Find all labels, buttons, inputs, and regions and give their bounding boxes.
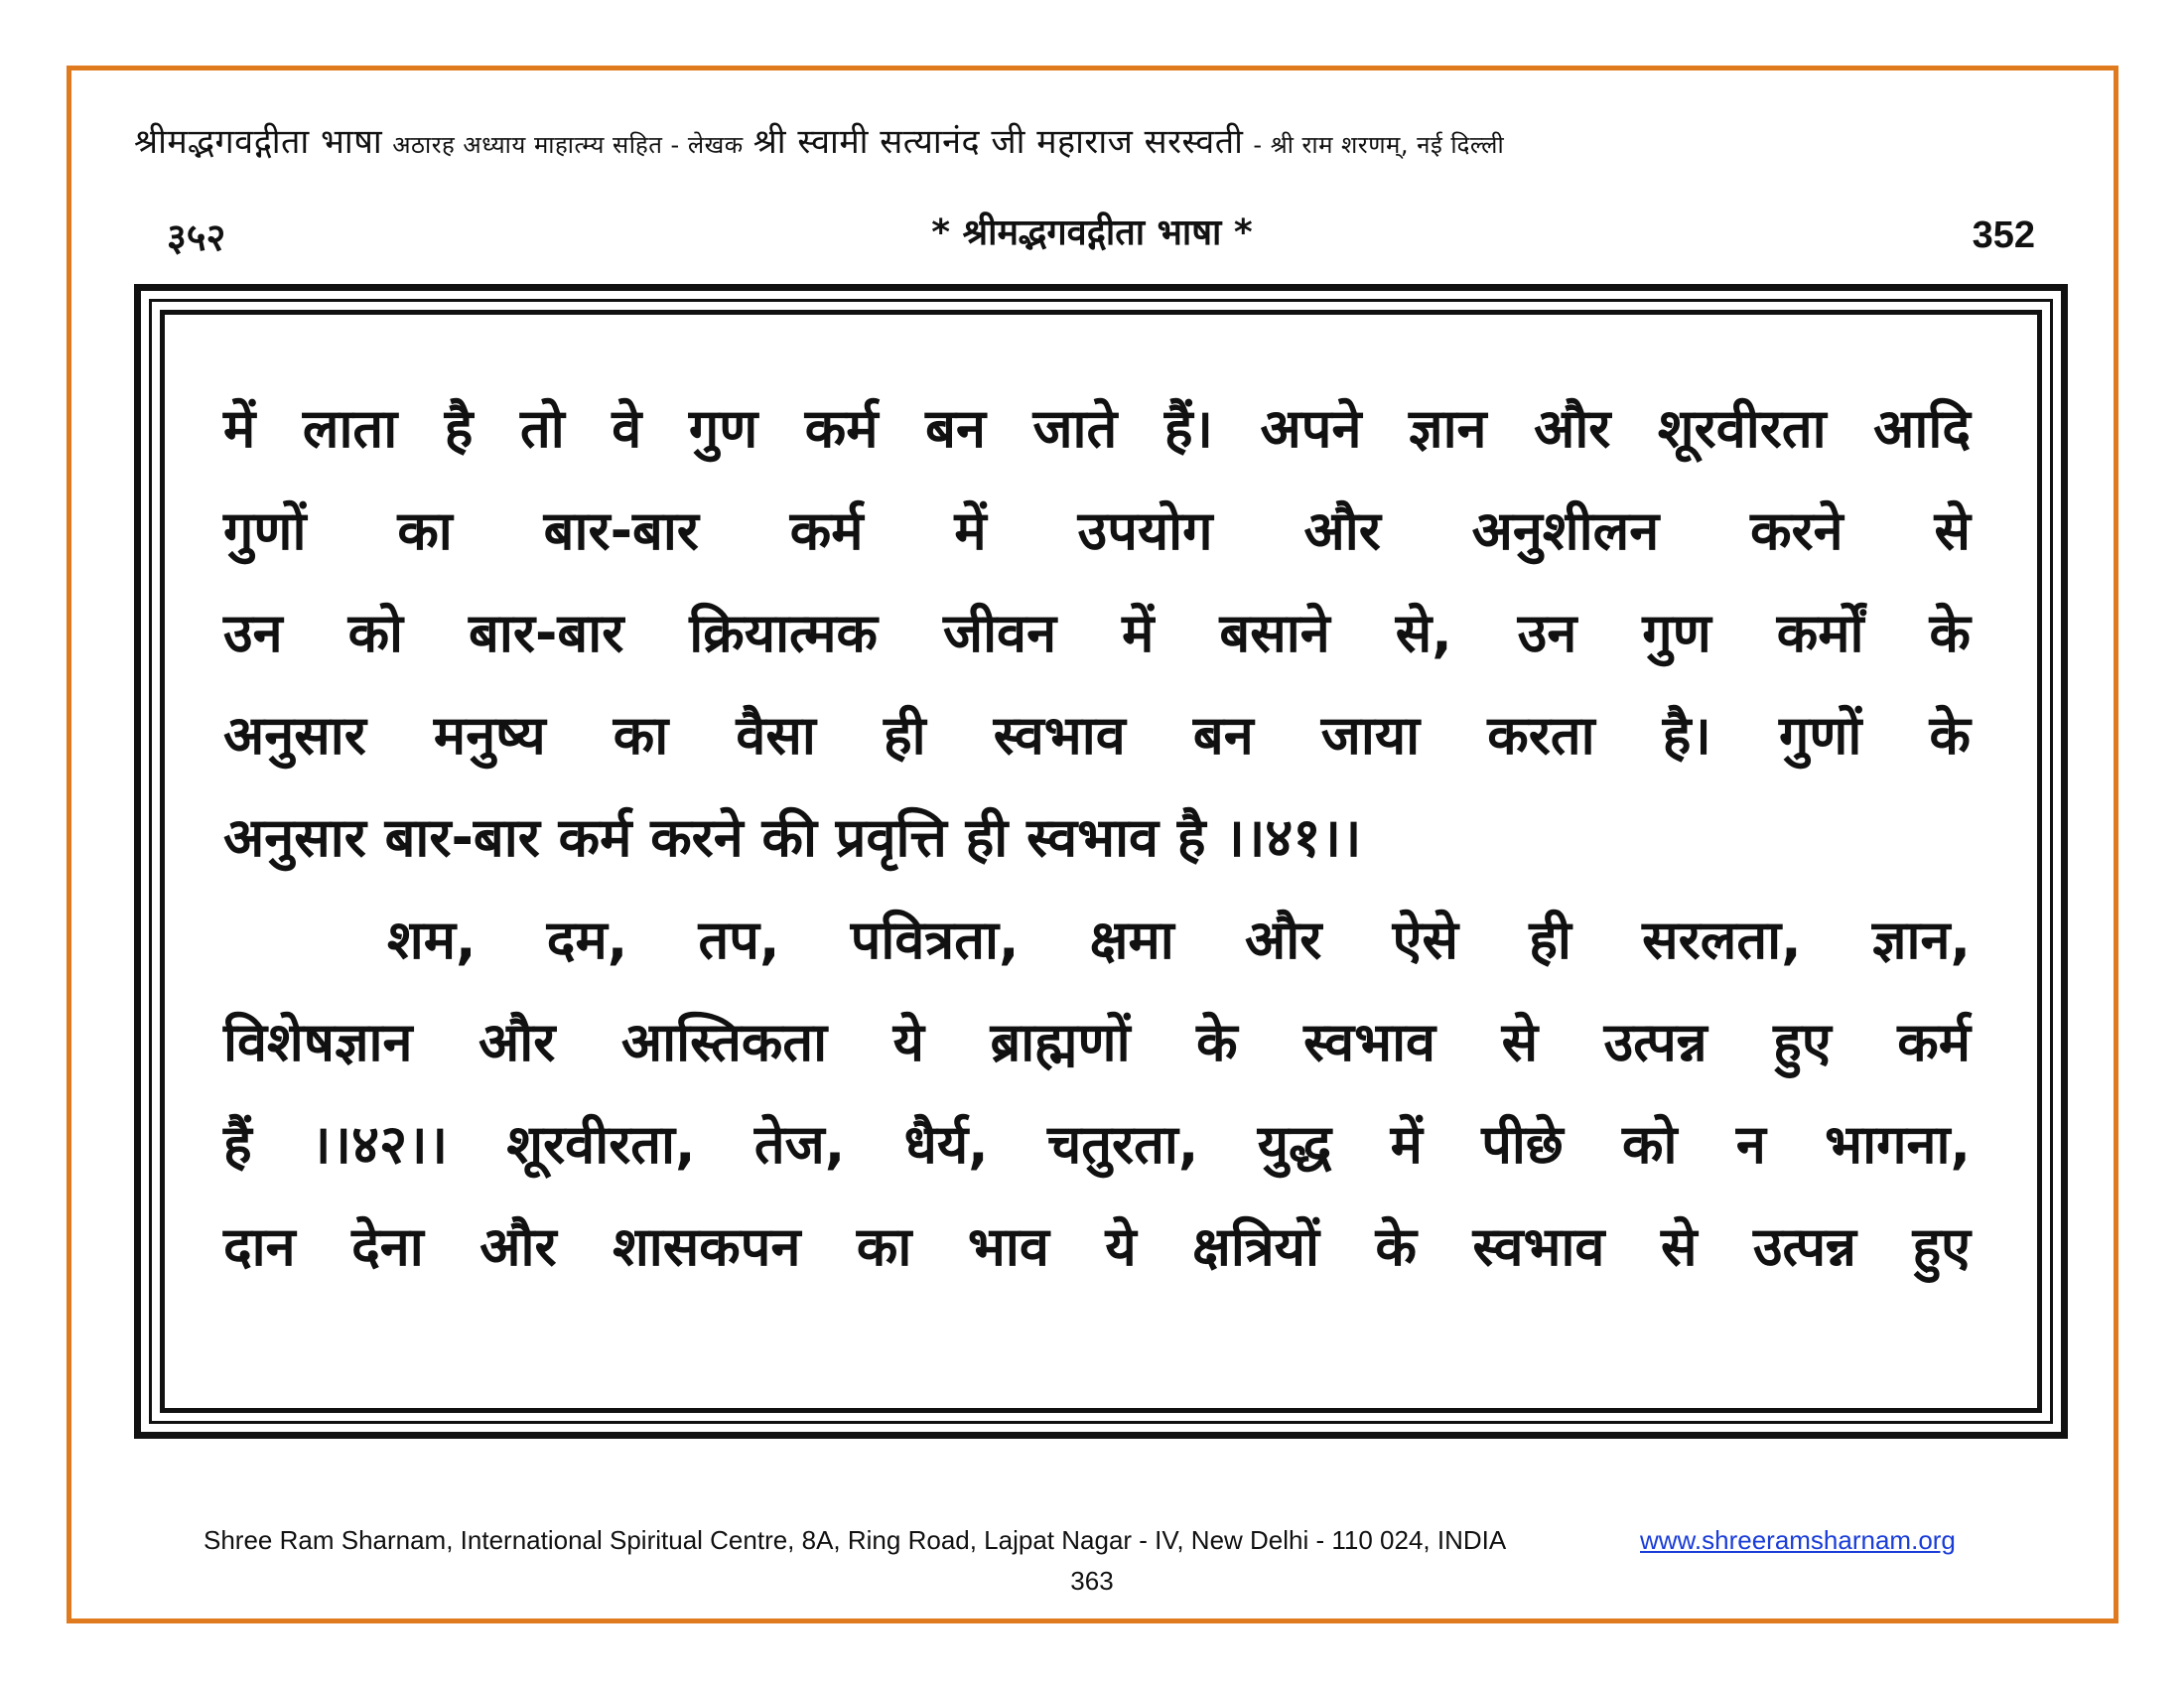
text-line: हैं ।।४२।। शूरवीरता, तेज, धैर्य, चतुरता, युद्ध में पीछे को न भागना, <box>223 1113 1971 1176</box>
page-number-devanagari: ३५२ <box>167 215 226 259</box>
page-number-latin: 352 <box>1972 214 2035 256</box>
text-line: उन को बार-बार क्रियात्मक जीवन में बसाने से, उन गुण कर्मों के <box>223 602 1971 664</box>
book-title: श्रीमद्भगवद्गीता भाषा <box>134 122 383 162</box>
text-line: में लाता है तो वे गुण कर्म बन जाते हैं। अपने ज्ञान और शूरवीरता आदि <box>223 397 1971 460</box>
footer-page-number: 363 <box>1070 1566 1114 1596</box>
publisher-name: - श्री राम शरणम्, नई दिल्ली <box>1253 131 1505 159</box>
book-subtitle: अठारह अध्याय माहात्म्य सहित - लेखक <box>392 131 744 159</box>
text-line: अनुसार बार-बार कर्म करने की प्रवृत्ति ही स्वभाव है ।।४१।। <box>223 806 1362 869</box>
text-line: अनुसार मनुष्य का वैसा ही स्वभाव बन जाया करता है। गुणों के <box>223 704 1971 767</box>
verse-body <box>223 377 1971 1298</box>
footer-address: Shree Ram Sharnam, International Spiritual Centre, 8A, Ring Road, Lajpat Nagar - IV, New Delhi - 110 024, INDIA <box>204 1525 1507 1555</box>
website-link[interactable]: www.shreeramsharnam.org <box>1640 1525 1956 1555</box>
text-line: दान देना और शासकपन का भाव ये क्षत्रियों के स्वभाव से उत्पन्न हुए <box>223 1215 1971 1278</box>
running-title: * श्रीमद्भगवद्गीता भाषा * <box>931 212 1253 253</box>
author-name: श्री स्वामी सत्यानंद जी महाराज सरस्वती <box>752 122 1244 162</box>
book-header <box>134 117 2060 170</box>
text-line: गुणों का बार-बार कर्म में उपयोग और अनुशीलन करने से <box>223 499 1971 562</box>
text-line: शम, दम, तप, पवित्रता, क्षमा और ऐसे ही सरलता, ज्ञान, <box>387 909 1971 971</box>
text-line: विशेषज्ञान और आस्तिकता ये ब्राह्मणों के स्वभाव से उत्पन्न हुए कर्म <box>223 1011 1971 1073</box>
